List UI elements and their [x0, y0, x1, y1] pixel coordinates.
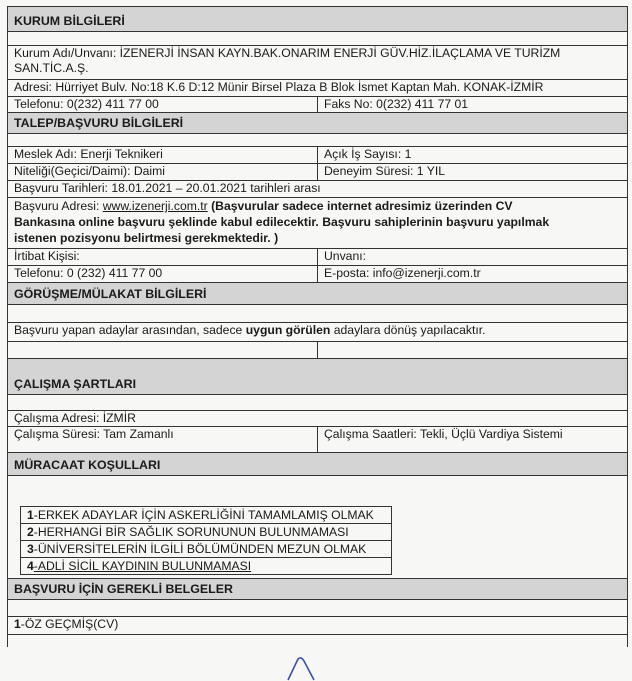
basvuru-adres-label: Başvuru Adresi:: [14, 199, 103, 213]
kurum-address: Adresi: Hürriyet Bulv. No:18 K.6 D:12 Münir Birsel Plaza B Blok İsmet Kaptan Mah. KONAK-İZMİR: [14, 80, 544, 94]
gorusme-text-row: [8, 323, 627, 342]
basvuru-website-link[interactable]: www.izenerji.com.tr: [102, 199, 208, 213]
trailing-row: [8, 635, 627, 647]
spacer-row: [8, 134, 627, 147]
spacer-row: [8, 32, 627, 46]
meslek-adi: Meslek Adı: Enerji Teknikeri: [8, 147, 318, 163]
kurum-name-line2: SAN.TİC.A.Ş.: [14, 61, 89, 75]
basvuru-note-3: istenen pozisyonu belirtmesi gerekmektedir. ): [14, 231, 279, 245]
irtibat-row: [8, 249, 627, 266]
talep-phone: Telefonu: 0 (232) 411 77 00: [8, 266, 318, 282]
nitelik-row: [8, 164, 627, 181]
kurum-phone: Telefonu: 0(232) 411 77 00: [8, 97, 318, 112]
kurum-name-line1: Kurum Adı/Unvanı: İZENERJİ İNSAN KAYN.BAK.ONARIM ENERJİ GÜV.HİZ.İLAÇLAMA VE TURİZM: [14, 46, 561, 60]
application-form: [7, 6, 628, 647]
niteligi: Niteliği(Geçici/Daimi): Daimi: [8, 164, 318, 180]
acik-is-sayisi: Açık İş Sayısı: 1: [324, 147, 412, 161]
kurum-contact-row: [8, 97, 627, 113]
unvani: Unvanı:: [324, 249, 367, 263]
list-item: 2-HERHANGİ BİR SAĞLIK SORUNUNUN BULUNMAMASI: [21, 524, 391, 541]
muracaat-heading: MÜRACAAT KOŞULLARI: [14, 458, 161, 472]
belgeler-item-row: [8, 617, 627, 635]
calisma-adres-row: [8, 411, 627, 427]
basvuru-note-1: (Başvurular sadece internet adresimiz üzerinden CV: [207, 199, 513, 213]
talep-email: E-posta: info@izenerji.com.tr: [324, 266, 481, 280]
kurum-address-row: [8, 80, 627, 97]
muracaat-list: [20, 506, 392, 575]
irtibat-kisisi: İrtibat Kişisi:: [8, 249, 318, 265]
gorusme-text-2: adaylara dönüş yapılacaktır.: [330, 323, 486, 337]
talep-contact-row: [8, 266, 627, 283]
belgeler-heading: BAŞVURU İÇİN GEREKLİ BELGELER: [14, 582, 233, 596]
list-item: 4-ADLİ SİCİL KAYDININ BULUNMAMASI: [21, 558, 391, 575]
basvuru-adres-row: [8, 198, 627, 249]
tarih-row: [8, 181, 627, 198]
kurum-name-row: [8, 46, 627, 80]
deneyim-suresi: Deneyim Süresi: 1 YIL: [324, 164, 446, 178]
gorusme-heading: GÖRÜŞME/MÜLAKAT BİLGİLERİ: [14, 287, 207, 301]
list-item: 3-ÜNİVERSİTELERİN İLGİLİ BÖLÜMÜNDEN MEZUN OLMAK: [21, 541, 391, 558]
signature-mark: [280, 655, 330, 681]
section-header-calisma: [8, 359, 627, 395]
gorusme-text-1: Başvuru yapan adaylar arasından, sadece: [14, 323, 246, 337]
list-item: 1-ÖZ GEÇMİŞ(CV): [14, 617, 119, 631]
calisma-suresi: Çalışma Süresi: Tam Zamanlı: [8, 427, 318, 452]
empty-split-row: [8, 342, 627, 359]
calisma-adresi: Çalışma Adresi: İZMİR: [14, 411, 136, 425]
list-item: 1-ERKEK ADAYLAR İÇİN ASKERLİĞİNİ TAMAMLAMIŞ OLMAK: [21, 507, 391, 524]
calisma-saatleri: Çalışma Saatleri: Tekli, Üçlü Vardiya Sistemi: [324, 427, 563, 441]
meslek-row: [8, 147, 627, 164]
spacer-row: [8, 305, 627, 323]
calisma-heading: ÇALIŞMA ŞARTLARI: [14, 377, 137, 391]
basvuru-note-2: Bankasına online başvuru şeklinde kabul edilecektir. Başvuru sahiplerinin başvuru yapılmak: [14, 215, 550, 229]
kurum-heading: KURUM BİLGİLERİ: [14, 14, 125, 28]
section-header-belgeler: [8, 578, 627, 600]
spacer-row: [8, 600, 627, 617]
talep-heading: TALEP/BAŞVURU BİLGİLERİ: [14, 116, 184, 130]
section-header-talep: [8, 113, 627, 134]
basvuru-tarihleri: Başvuru Tarihleri: 18.01.2021 – 20.01.2021 tarihleri arası: [14, 181, 321, 195]
muracaat-list-row: [8, 476, 627, 578]
gorusme-text-bold: uygun görülen: [245, 323, 331, 337]
section-header-muracaat: [8, 453, 627, 476]
section-header-gorusme: [8, 283, 627, 305]
calisma-sure-row: [8, 427, 627, 453]
kurum-fax: Faks No: 0(232) 411 77 01: [324, 97, 469, 111]
spacer-row: [8, 395, 627, 411]
section-header-kurum: [8, 6, 627, 32]
